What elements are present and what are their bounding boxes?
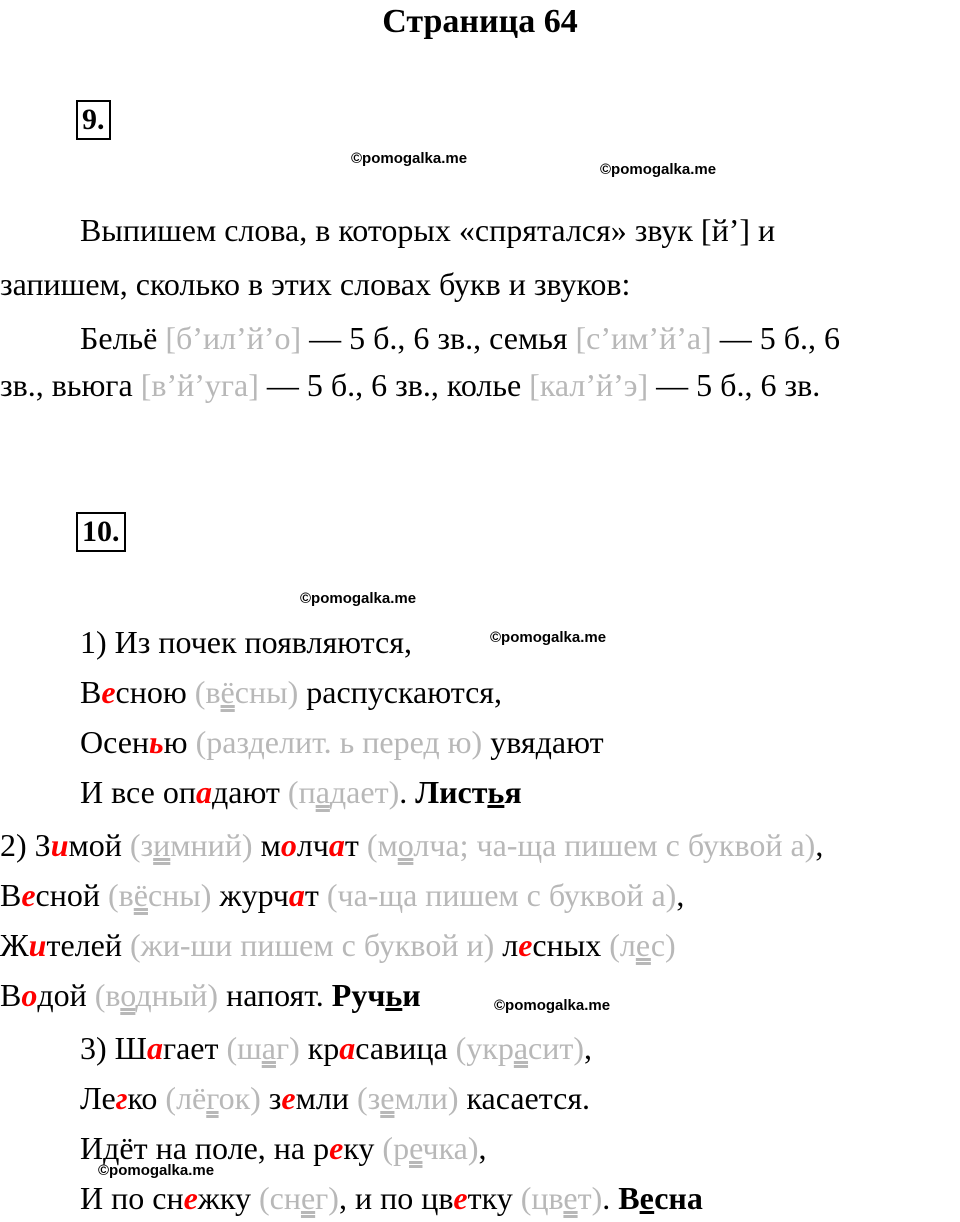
watermark: ©pomogalka.me [98, 1162, 215, 1179]
riddle2-line2: Весной (вёсны) журчат (ча-ща пишем с буквой а), [0, 877, 685, 913]
task-10-number: 10. [76, 512, 126, 552]
transcription: [в’й’уга] [140, 367, 259, 403]
riddle1-line4: И все опадают (падает). Листья [80, 774, 522, 810]
task-9-number: 9. [76, 100, 111, 140]
task-9-text-line2: запишем, сколько в этих словах букв и звуков: [0, 266, 631, 302]
riddle2-line3: Жителей (жи-ши пишем с буквой и) лесных (лес) [0, 927, 676, 963]
word: зв., вьюга [0, 367, 133, 403]
word: колье [446, 367, 522, 403]
riddle1-line2: Весною (вёсны) распускаются, [80, 674, 503, 710]
page-title: Страница 64 [382, 3, 578, 40]
riddle-answer: Ручьи [331, 977, 421, 1013]
watermark: ©pomogalka.me [351, 150, 468, 167]
riddle3-line2: Легко (лёгок) земли (земли) касается. [80, 1080, 591, 1116]
riddle3-line1: 3) Шагает (шаг) красавица (украсит), [80, 1030, 593, 1066]
riddle1-line1: 1) Из почек появляются, [80, 624, 412, 660]
riddle3-line3: Идёт на поле, на реку (речка), [80, 1130, 487, 1166]
watermark: ©pomogalka.me [490, 629, 607, 646]
count: — 5 б., 6 зв. [656, 367, 821, 403]
count: — 5 б., 6 [719, 320, 840, 356]
word: семья [489, 320, 568, 356]
task-9-text-line1: Выпишем слова, в которых «спрятался» звук [й’] и [80, 212, 776, 248]
watermark: ©pomogalka.me [600, 161, 717, 178]
riddle2-line1: 2) Зимой (зимний) молчат (молча; ча-ща пишем с буквой а), [0, 827, 824, 863]
riddle-answer: Весна [618, 1180, 703, 1216]
watermark: ©pomogalka.me [300, 590, 417, 607]
riddle2-line4: Водой (водный) напоят. Ручьи [0, 977, 421, 1013]
task-9-words-line1 [80, 318, 840, 358]
task-9-words-line2 [0, 365, 820, 405]
transcription: [с’им’й’а] [575, 320, 712, 356]
count: — 5 б., 6 зв., [266, 367, 439, 403]
riddle-answer: Листья [415, 774, 522, 810]
transcription: [б’ил’й’о] [165, 320, 302, 356]
word: Бельё [80, 320, 158, 356]
watermark: ©pomogalka.me [494, 997, 611, 1014]
transcription: [кал’й’э] [529, 367, 649, 403]
riddle1-line3: Осенью (разделит. ь перед ю) увядают [80, 724, 604, 760]
riddle3-line4: И по снежку (снег), и по цветку (цвет). Весна [80, 1180, 703, 1216]
count: — 5 б., 6 зв., [309, 320, 482, 356]
